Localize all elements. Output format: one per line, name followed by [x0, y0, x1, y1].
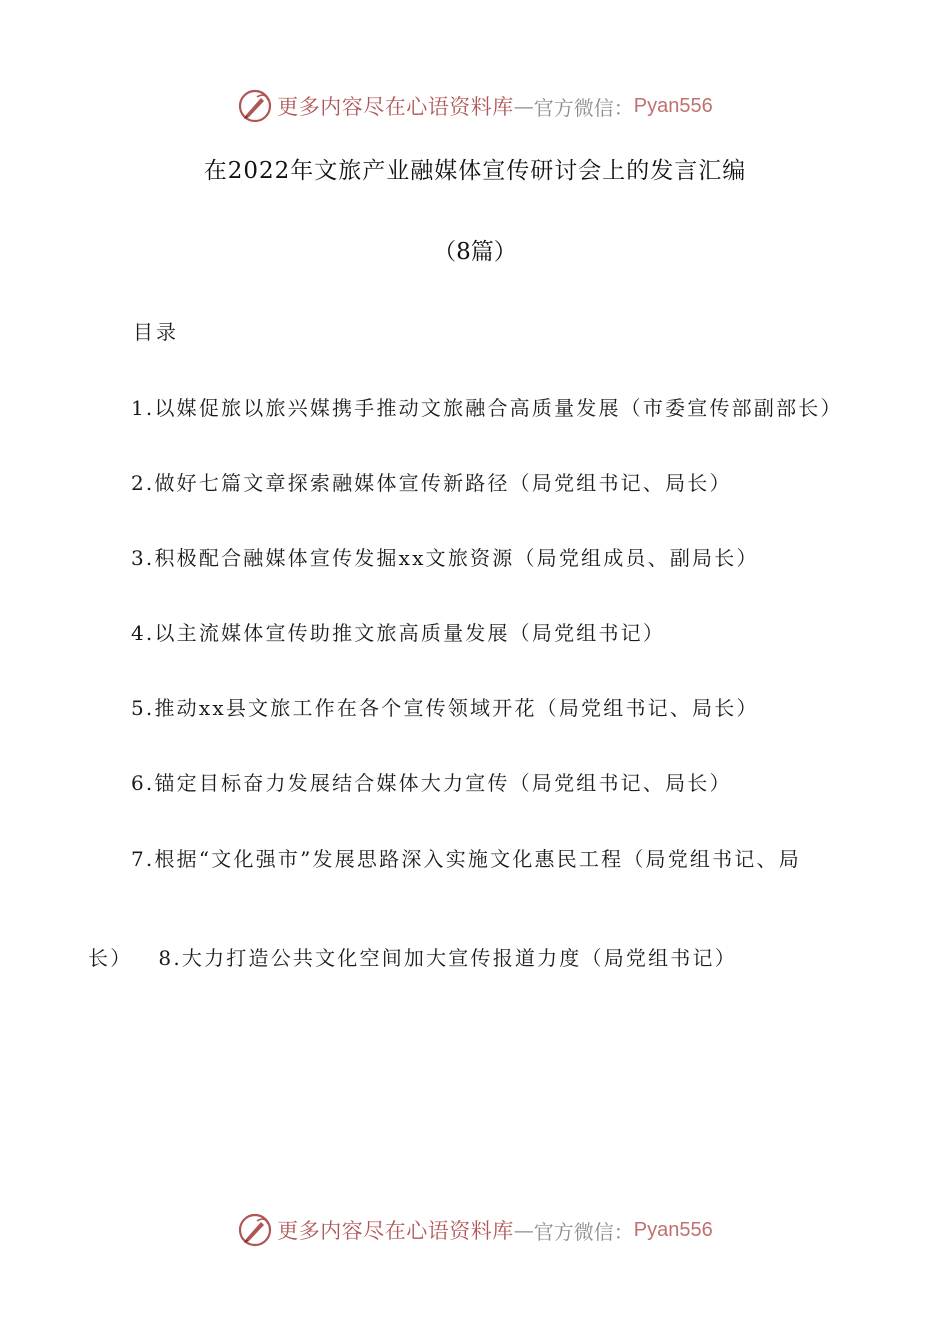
header-banner [0, 84, 950, 128]
toc-item-5: 5.推动xx县文旅工作在各个宣传领域开花（局党组书记、局长） [131, 696, 759, 720]
toc-item-6: 6.锚定目标奋力发展结合媒体大力宣传（局党组书记、局长） [131, 771, 732, 795]
document-title: 在2022年文旅产业融媒体宣传研讨会上的发言汇编 [203, 158, 747, 184]
banner-wechat-label: 官方微信： [533, 1219, 634, 1244]
toc-item-3: 3.积极配合融媒体宣传发掘xx文旅资源（局党组成员、副局长） [131, 546, 759, 570]
banner-prefix: 更多内容尽在心语资料库 [277, 1219, 514, 1243]
banner-dash: — [513, 1218, 534, 1242]
banner-dash: — [513, 94, 534, 118]
toc-item-7-continuation [88, 942, 737, 971]
toc-item-7-tail: 长） [88, 946, 133, 970]
footer-banner [0, 1208, 950, 1252]
pen-logo-icon [237, 88, 273, 124]
banner-wechat-id: Pyan556 [633, 94, 713, 117]
document-subtitle: （8篇） [433, 239, 517, 265]
toc-item-2: 2.做好七篇文章探索融媒体宣传新路径（局党组书记、局长） [131, 471, 732, 495]
banner-wechat-id: Pyan556 [633, 1218, 713, 1241]
banner-prefix: 更多内容尽在心语资料库 [277, 95, 514, 119]
toc-item-1: 1.以媒促旅以旅兴媒携手推动文旅融合高质量发展（市委宣传部副部长） [131, 396, 843, 420]
toc-item-4: 4.以主流媒体宣传助推文旅高质量发展（局党组书记） [131, 621, 666, 645]
toc-item-7: 7.根据“文化强市”发展思路深入实施文化惠民工程（局党组书记、局 [131, 847, 801, 871]
toc-item-8: 8.大力打造公共文化空间加大宣传报道力度（局党组书记） [158, 946, 737, 970]
pen-logo-icon [237, 1212, 273, 1248]
banner-wechat-label: 官方微信： [533, 95, 634, 120]
toc-heading: 目录 [133, 320, 179, 344]
